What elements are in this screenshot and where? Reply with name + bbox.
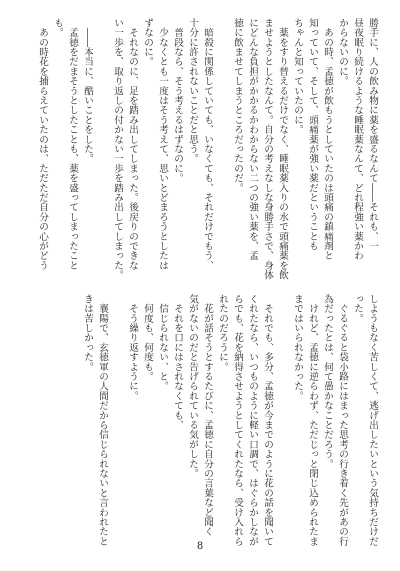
text-column: れたのだろうに。 [217,294,228,372]
text-column: 花が話そうとするたびに、孟徳に自分の言葉など聞く [202,294,213,537]
text-column: あの時花を捕らえていたのは、ただただ自分の心がどう [37,18,48,271]
text-column: 暗殺に関係していても、いなくても、それだけでもう、 [202,18,213,271]
text-column: まではいられなかった。 [292,294,303,401]
text-column: あの時、孟徳が飲もうとしていたのは頭痛の鎮痛剤と [322,18,333,261]
upper-text-block [35,18,380,280]
text-column: ぐるぐると袋小路にはまった思考の行き着く先があの行 [337,294,348,547]
text-column: からないのに。 [337,18,348,86]
text-column: そう繰り返すように。 [127,294,138,401]
text-column: ませようとしたなんて。自分の考えなしな身勝手さで、身体 [262,18,273,280]
text-column: 知っていて、そして、頭痛薬が強い薬だということも [307,18,318,251]
text-column: ちゃんと知っていたのに。 [292,18,303,135]
lower-text-block [35,294,380,546]
text-column: 勝手に、人の飲み物に薬を盛るなんて――それも、一 [367,18,378,251]
text-column: にどんな負担がかかるかわからない二つの強い薬を、孟 [247,18,258,261]
text-column: 為だったとは、何て愚かなことだろう。 [322,294,333,469]
text-column: 徳に飲ませてしまうところだったのだ。 [232,18,243,193]
text-column: 何度も、何度も。 [142,294,153,382]
text-column: った。 [352,294,363,324]
text-column: 少なくとも一度はそう考えて、思いとどまろうとしたは [157,18,168,271]
text-column: い一歩を、取り返しの付かない一歩を踏み出してしまった。 [112,18,123,280]
text-column: きは苦しかった。 [82,294,93,372]
text-column: らでも、花を納得させようとしてくれたなら、受け入れら [232,294,243,547]
text-column: 薬をすり替えるだけでなく、睡眠薬入りの水で頭痛薬を飲 [277,18,288,280]
text-column: それなのに、足を踏み出してしまった。後戻りのできな [127,18,138,271]
text-column: それでも、多分、孟徳が今までのように花の話を聞いて [262,294,273,547]
paragraph-group [110,18,215,280]
text-column: も。 [52,18,63,38]
text-column: それを口にはされなくても、 [172,294,183,430]
text-column: 孟徳をだまそうとしたことも、薬を盛ってしまったこと [67,18,78,271]
paragraph-group [230,18,380,280]
text-column: ――本当に、酷いことをした。 [82,18,93,164]
text-column: くれたなら、いつものように軽い口調で、はぐらかしなが [247,294,258,547]
text-column: 昼夜眠り続けるような睡眠薬なんて、どれ程強い薬かわ [352,18,363,261]
paragraph-group [80,294,110,546]
text-column: 襄陽で、玄徳軍の人間だから信じられないと言われたと [97,294,108,547]
page-number: 8 [196,541,204,552]
text-column: けれど、孟徳に逆らわず、ただじっと閉じ込められたま [307,294,318,547]
text-column: 十分に許されないことだと思う。 [187,18,198,164]
paragraph-group [35,18,95,270]
text-column: しようもなく苦しくて、逃げ出したいという気持ちだけだ [367,294,378,547]
text-column: 気がないのだと告げられている気がした。 [187,294,198,479]
paragraph-group [125,294,275,546]
text-column: 信じられない、と。 [157,294,168,391]
text-column: ずなのに。 [142,18,153,67]
paragraph-group [290,294,380,546]
text-column: 普段なら、そう考えるはずなのに。 [172,18,183,183]
